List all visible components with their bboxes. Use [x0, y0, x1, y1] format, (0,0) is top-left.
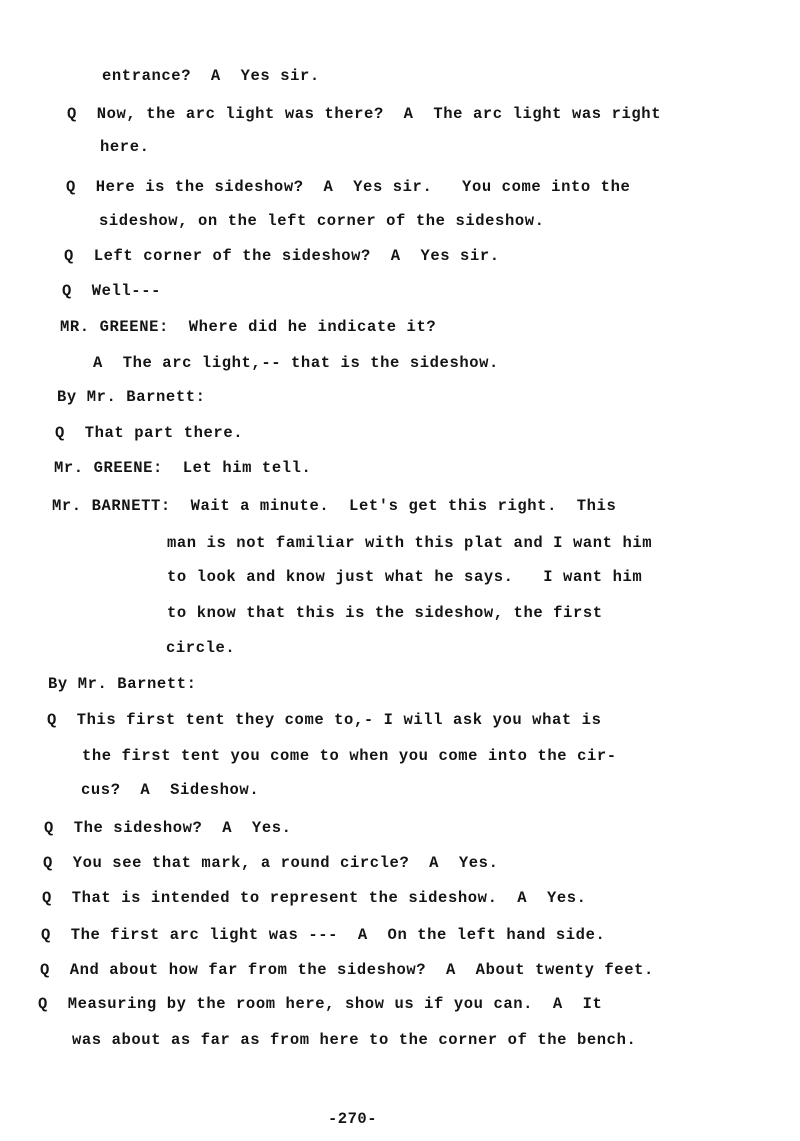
transcript-line: Q This first tent they come to,- I will ask you what is — [47, 711, 602, 729]
transcript-line: Q Well--- — [62, 282, 162, 300]
transcript-line: Q That is intended to represent the sideshow. A Yes. — [42, 889, 587, 907]
transcript-line: here. — [100, 138, 150, 156]
transcript-line: Q Left corner of the sideshow? A Yes sir. — [64, 247, 500, 265]
transcript-line: the first tent you come to when you come into the cir- — [82, 747, 617, 765]
transcript-line: to know that this is the sideshow, the first — [167, 604, 603, 622]
speaker-line: Mr. GREENE: Let him tell. — [54, 459, 312, 477]
transcript-line: sideshow, on the left corner of the sideshow. — [99, 212, 545, 230]
transcript-line: Q You see that mark, a round circle? A Yes. — [43, 854, 499, 872]
transcript-line: circle. — [166, 639, 236, 657]
speaker-line: MR. GREENE: Where did he indicate it? — [60, 318, 437, 336]
transcript-line: Q The first arc light was --- A On the left hand side. — [41, 926, 606, 944]
examiner-heading: By Mr. Barnett: — [57, 388, 206, 406]
transcript-line: man is not familiar with this plat and I want him — [167, 534, 653, 552]
transcript-line: Q Here is the sideshow? A Yes sir. You come into the — [66, 178, 631, 196]
transcript-line: to look and know just what he says. I want him — [167, 568, 643, 586]
transcript-line: Q That part there. — [55, 424, 244, 442]
page-number: -270- — [328, 1110, 378, 1128]
transcript-line: was about as far as from here to the corner of the bench. — [72, 1031, 637, 1049]
speaker-line: Mr. BARNETT: Wait a minute. Let's get this right. This — [52, 497, 617, 515]
transcript-line: cus? A Sideshow. — [81, 781, 260, 799]
examiner-heading: By Mr. Barnett: — [48, 675, 197, 693]
transcript-line: Q And about how far from the sideshow? A About twenty feet. — [40, 961, 654, 979]
transcript-line: Q The sideshow? A Yes. — [44, 819, 292, 837]
transcript-line: Q Now, the arc light was there? A The arc light was right — [67, 105, 662, 123]
transcript-line: A The arc light,-- that is the sideshow. — [93, 354, 499, 372]
transcript-line: Q Measuring by the room here, show us if you can. A It — [38, 995, 603, 1013]
transcript-line: entrance? A Yes sir. — [102, 67, 320, 85]
